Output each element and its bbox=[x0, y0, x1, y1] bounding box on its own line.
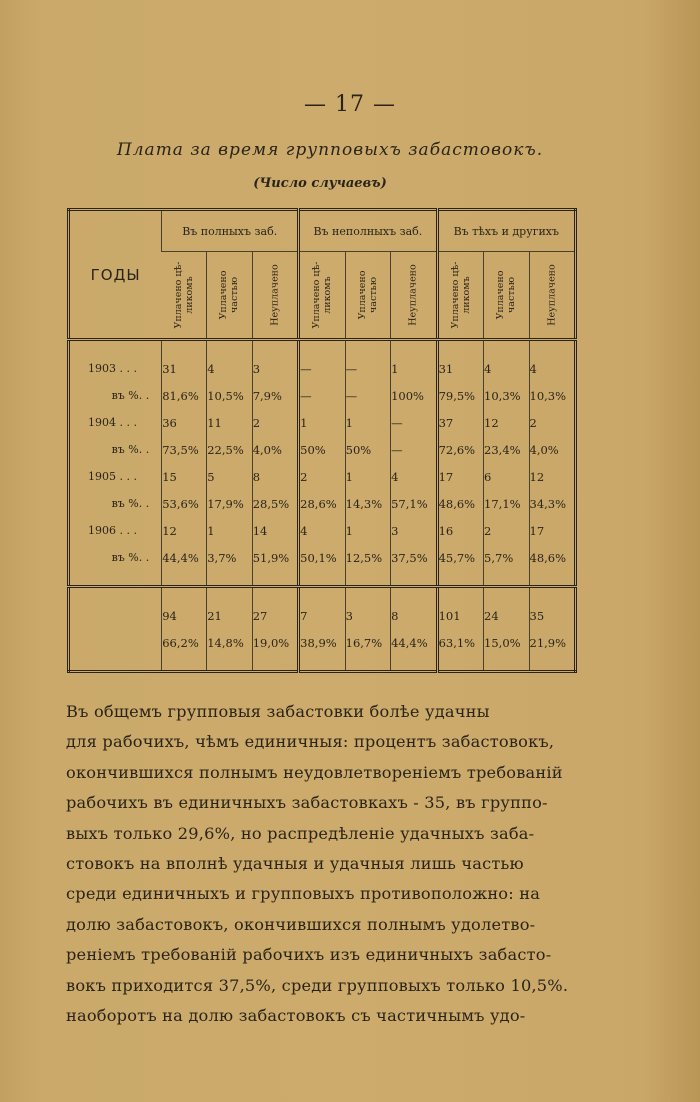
total-cell: 38,9% bbox=[299, 629, 345, 656]
table-row bbox=[69, 463, 576, 490]
table-cell: 5,7% bbox=[484, 544, 529, 571]
subcolumn-label: Уплачено частью bbox=[495, 270, 518, 320]
table-cell: 10,5% bbox=[207, 382, 252, 409]
table-cell: 11 bbox=[207, 409, 252, 436]
table-row bbox=[69, 517, 576, 544]
table-cell: 4 bbox=[299, 517, 345, 544]
year-label: 1904 . . . bbox=[88, 416, 137, 429]
table-cell: 3 bbox=[252, 355, 298, 382]
paragraph-line: вокъ приходится 37,5%, среди групповыхъ только 10,5%. bbox=[66, 975, 569, 995]
table-cell: 48,6% bbox=[529, 544, 575, 571]
table-cell: — bbox=[345, 382, 390, 409]
subcolumn-label: Уплачено цѣ- ликомъ bbox=[172, 261, 195, 329]
year-label: 1903 . . . bbox=[88, 362, 137, 375]
table-cell: 12,5% bbox=[345, 544, 390, 571]
table-cell: 3,7% bbox=[207, 544, 252, 571]
table-cell: 44,4% bbox=[162, 544, 207, 571]
table-cell: 17 bbox=[437, 463, 483, 490]
table-cell: 45,7% bbox=[437, 544, 483, 571]
table-cell: 4 bbox=[529, 355, 575, 382]
table-cell: 10,3% bbox=[484, 382, 529, 409]
paragraph-line: Въ общемъ групповыя забастовки болѣе удачны bbox=[66, 702, 490, 721]
table-cell: 1 bbox=[391, 355, 437, 382]
table-cell: 2 bbox=[484, 517, 529, 544]
table-cell: 7,9% bbox=[252, 382, 298, 409]
paragraph-line: стовокъ на вполнѣ удачныя и удачныя лишь частью bbox=[66, 854, 524, 874]
percent-row-label: въ %. . bbox=[111, 551, 150, 564]
table-subtitle: (Число случаевъ) bbox=[253, 176, 387, 191]
table-row bbox=[69, 409, 576, 436]
total-cell: 8 bbox=[391, 602, 437, 629]
group-header-partial: Въ неполныхъ заб. bbox=[299, 210, 437, 252]
table-cell: 5 bbox=[207, 463, 252, 490]
total-cell: 21,9% bbox=[529, 629, 575, 656]
table-cell: 1 bbox=[299, 409, 345, 436]
subcolumn-label: Уплачено частью bbox=[356, 270, 379, 320]
year-label: 1906 . . . bbox=[88, 524, 137, 537]
table-cell: 37,5% bbox=[391, 544, 437, 571]
total-cell: 94 bbox=[162, 602, 207, 629]
subcolumn-header bbox=[437, 252, 483, 340]
paragraph-line: выхъ только 29,6%, но распредѣленіе удачныхъ заба- bbox=[66, 823, 535, 843]
table-cell: 31 bbox=[162, 355, 207, 382]
table-cell: 2 bbox=[299, 463, 345, 490]
group-header-both: Въ тѣхъ и другихъ bbox=[437, 210, 575, 252]
table-cell: 15 bbox=[162, 463, 207, 490]
table-cell: 81,6% bbox=[162, 382, 207, 409]
table-cell: 72,6% bbox=[437, 436, 483, 463]
table-cell: 12 bbox=[529, 463, 575, 490]
strikes-table bbox=[67, 208, 577, 673]
paragraph-line: долю забастовокъ, окончившихся полнымъ удолетво- bbox=[66, 914, 536, 934]
table-title: Плата за время групповыхъ забастовокъ. bbox=[116, 140, 544, 160]
subcolumn-label: Уплачено частью bbox=[218, 270, 241, 320]
table-cell: 4 bbox=[391, 463, 437, 490]
paragraph-line: наоборотъ на долю забастовокъ съ частичнымъ удо- bbox=[66, 1006, 526, 1026]
table-cell: 73,5% bbox=[162, 436, 207, 463]
table-cell: 16 bbox=[437, 517, 483, 544]
total-cell: 14,8% bbox=[207, 629, 252, 656]
table-row bbox=[69, 355, 576, 382]
table-cell: 50% bbox=[299, 436, 345, 463]
table-cell: 53,6% bbox=[162, 490, 207, 517]
body-paragraph bbox=[66, 697, 586, 1031]
table-row bbox=[69, 436, 576, 463]
table-cell: 23,4% bbox=[484, 436, 529, 463]
table-cell: 37 bbox=[437, 409, 483, 436]
table-cell: — bbox=[299, 355, 345, 382]
paragraph-line: реніемъ требованій рабочихъ изъ единичныхъ забасто- bbox=[66, 945, 552, 965]
table-row bbox=[69, 382, 576, 409]
paragraph-line: окончившихся полнымъ неудовлетвореніемъ требованій bbox=[66, 762, 563, 782]
subcolumn-header bbox=[252, 252, 298, 340]
totals-percent-row bbox=[69, 629, 576, 656]
table-cell: 1 bbox=[345, 463, 390, 490]
table-cell: 1 bbox=[345, 409, 390, 436]
subcolumn-header bbox=[345, 252, 390, 340]
subcolumn-header bbox=[207, 252, 252, 340]
table-cell: 1 bbox=[207, 517, 252, 544]
total-cell: 15,0% bbox=[484, 629, 529, 656]
table-cell: 51,9% bbox=[252, 544, 298, 571]
subcolumn-header bbox=[162, 252, 207, 340]
table-cell: 28,6% bbox=[299, 490, 345, 517]
table-cell: — bbox=[391, 436, 437, 463]
subcolumn-label: Неуплачено bbox=[546, 264, 558, 326]
table-cell: 14 bbox=[252, 517, 298, 544]
subcolumn-label: Неуплачено bbox=[269, 264, 281, 326]
subcolumn-label: Уплачено цѣ- ликомъ bbox=[311, 261, 334, 329]
percent-row-label: въ %. . bbox=[111, 497, 150, 510]
table-cell: 31 bbox=[437, 355, 483, 382]
percent-row-label: въ %. . bbox=[111, 389, 150, 402]
total-cell: 21 bbox=[207, 602, 252, 629]
table-cell: 17 bbox=[529, 517, 575, 544]
subcolumn-header bbox=[484, 252, 529, 340]
total-cell: 24 bbox=[484, 602, 529, 629]
table-cell: 36 bbox=[162, 409, 207, 436]
table-cell: 17,1% bbox=[484, 490, 529, 517]
paragraph-line: среди единичныхъ и групповыхъ противоположно: на bbox=[66, 884, 541, 904]
table-cell: — bbox=[299, 382, 345, 409]
table-cell: 17,9% bbox=[207, 490, 252, 517]
table-cell: 28,5% bbox=[252, 490, 298, 517]
table-cell: 2 bbox=[252, 409, 298, 436]
table-cell: 6 bbox=[484, 463, 529, 490]
total-cell: 35 bbox=[529, 602, 575, 629]
table-row bbox=[69, 490, 576, 517]
total-cell: 16,7% bbox=[345, 629, 390, 656]
table-cell: 1 bbox=[345, 517, 390, 544]
table-cell: 4,0% bbox=[529, 436, 575, 463]
total-cell: 63,1% bbox=[437, 629, 483, 656]
table-cell: 2 bbox=[529, 409, 575, 436]
subcolumn-label: Уплачено цѣ- ликомъ bbox=[449, 261, 472, 329]
percent-row-label: въ %. . bbox=[111, 443, 150, 456]
table-cell: 79,5% bbox=[437, 382, 483, 409]
page-number: — 17 — bbox=[304, 92, 396, 117]
total-cell: 19,0% bbox=[252, 629, 298, 656]
subcolumn-header bbox=[529, 252, 575, 340]
table-cell: 50,1% bbox=[299, 544, 345, 571]
table-cell: 10,3% bbox=[529, 382, 575, 409]
table-cell: 4,0% bbox=[252, 436, 298, 463]
subcolumn-header bbox=[299, 252, 345, 340]
table-cell: 8 bbox=[252, 463, 298, 490]
subcolumn-label: Неуплачено bbox=[407, 264, 419, 326]
table-cell: 34,3% bbox=[529, 490, 575, 517]
paragraph-line: для рабочихъ, чѣмъ единичныя: процентъ забастовокъ, bbox=[66, 732, 555, 752]
total-cell: 3 bbox=[345, 602, 390, 629]
total-cell: 7 bbox=[299, 602, 345, 629]
table-row bbox=[69, 544, 576, 571]
paragraph-line: рабочихъ въ единичныхъ забастовкахъ - 35, въ группо- bbox=[66, 793, 548, 813]
total-cell: 27 bbox=[252, 602, 298, 629]
table-cell: — bbox=[391, 409, 437, 436]
table-cell: 22,5% bbox=[207, 436, 252, 463]
table-cell: — bbox=[345, 355, 390, 382]
table-cell: 57,1% bbox=[391, 490, 437, 517]
table-cell: 4 bbox=[484, 355, 529, 382]
table-cell: 48,6% bbox=[437, 490, 483, 517]
table-cell: 12 bbox=[484, 409, 529, 436]
total-cell: 66,2% bbox=[162, 629, 207, 656]
table-cell: 14,3% bbox=[345, 490, 390, 517]
total-cell: 101 bbox=[437, 602, 483, 629]
group-header-full: Въ полныхъ заб. bbox=[162, 210, 299, 252]
table-cell: 50% bbox=[345, 436, 390, 463]
total-cell: 44,4% bbox=[391, 629, 437, 656]
totals-row bbox=[69, 602, 576, 629]
table-cell: 4 bbox=[207, 355, 252, 382]
table-cell: 12 bbox=[162, 517, 207, 544]
years-header: ГОДЫ bbox=[69, 210, 162, 340]
subcolumn-header bbox=[391, 252, 437, 340]
table-cell: 100% bbox=[391, 382, 437, 409]
table-cell: 3 bbox=[391, 517, 437, 544]
year-label: 1905 . . . bbox=[88, 470, 137, 483]
